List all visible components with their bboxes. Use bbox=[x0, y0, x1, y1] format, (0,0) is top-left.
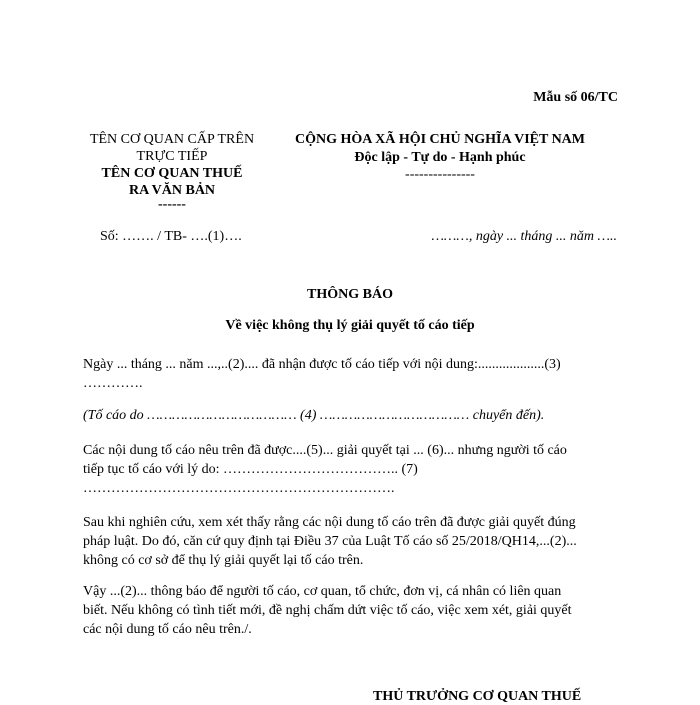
notice-subtitle: Về việc không thụ lý giải quyết tố cáo tiếp bbox=[225, 318, 475, 333]
right-header bbox=[280, 131, 600, 183]
issuing-agency-line1: TÊN CƠ QUAN THUẾ bbox=[101, 166, 243, 181]
date-line: ………, ngày ... tháng ... năm ….. bbox=[431, 229, 617, 244]
paragraph-forwarded bbox=[83, 406, 613, 425]
paragraph-line: các nội dung tố cáo nêu trên./. bbox=[83, 622, 252, 637]
paragraph-received bbox=[83, 355, 613, 393]
paragraph-line: biết. Nếu không có tình tiết mới, đề nghị chấm dứt việc tố cáo, việc xem xét, giải quyết bbox=[83, 603, 572, 618]
form-code: Mẫu số 06/TC bbox=[533, 90, 618, 105]
paragraph-line: Vậy ...(2)... thông báo để người tố cáo, cơ quan, tổ chức, đơn vị, cá nhân có liên quan bbox=[83, 584, 562, 599]
paragraph-previous-resolution bbox=[83, 441, 613, 498]
paragraph-line: tiếp tục tố cáo với lý do: ……………………………….. (7) bbox=[83, 462, 418, 477]
left-header-underline: ------ bbox=[158, 197, 186, 212]
right-header-underline: --------------- bbox=[405, 167, 475, 182]
superior-agency-line1: TÊN CƠ QUAN CẤP TRÊN bbox=[89, 132, 255, 147]
paragraph-conclusion bbox=[83, 513, 613, 570]
paragraph-line: …………………………………………………………. bbox=[83, 481, 395, 496]
paragraph-notice bbox=[83, 582, 613, 639]
paragraph-line: Ngày ... tháng ... năm ...,..(2).... đã nhận được tố cáo tiếp với nội dung:...................(3) bbox=[83, 357, 561, 372]
paragraph-line: không có cơ sở để thụ lý giải quyết lại tố cáo trên. bbox=[83, 553, 364, 568]
left-header bbox=[72, 131, 272, 211]
signature-title: THỦ TRƯỞNG CƠ QUAN THUẾ bbox=[373, 689, 582, 704]
superior-agency-line2: TRỰC TIẾP bbox=[136, 149, 208, 164]
paragraph-line: (Tố cáo do ……………………………… (4) ……………………………… chuyển đến). bbox=[83, 408, 545, 423]
notice-title: THÔNG BÁO bbox=[307, 287, 393, 302]
issuing-agency-line2: RA VĂN BẢN bbox=[128, 183, 216, 198]
paragraph-line: Sau khi nghiên cứu, xem xét thấy rằng các nội dung tố cáo trên đã được giải quyết đúng bbox=[83, 515, 576, 530]
national-motto: Độc lập - Tự do - Hạnh phúc bbox=[354, 150, 526, 165]
paragraph-line: Các nội dung tố cáo nêu trên đã được....(5)... giải quyết tại ... (6)... nhưng người tố cáo bbox=[83, 443, 567, 458]
document-number: Số: ……. / TB- ….(1)…. bbox=[100, 229, 242, 244]
paragraph-line: pháp luật. Do đó, căn cứ quy định tại Điều 37 của Luật Tố cáo số 25/2018/QH14,...(2)... bbox=[83, 534, 577, 549]
country-name: CỘNG HÒA XÃ HỘI CHỦ NGHĨA VIỆT NAM bbox=[294, 132, 585, 147]
paragraph-line: …………. bbox=[83, 376, 143, 391]
